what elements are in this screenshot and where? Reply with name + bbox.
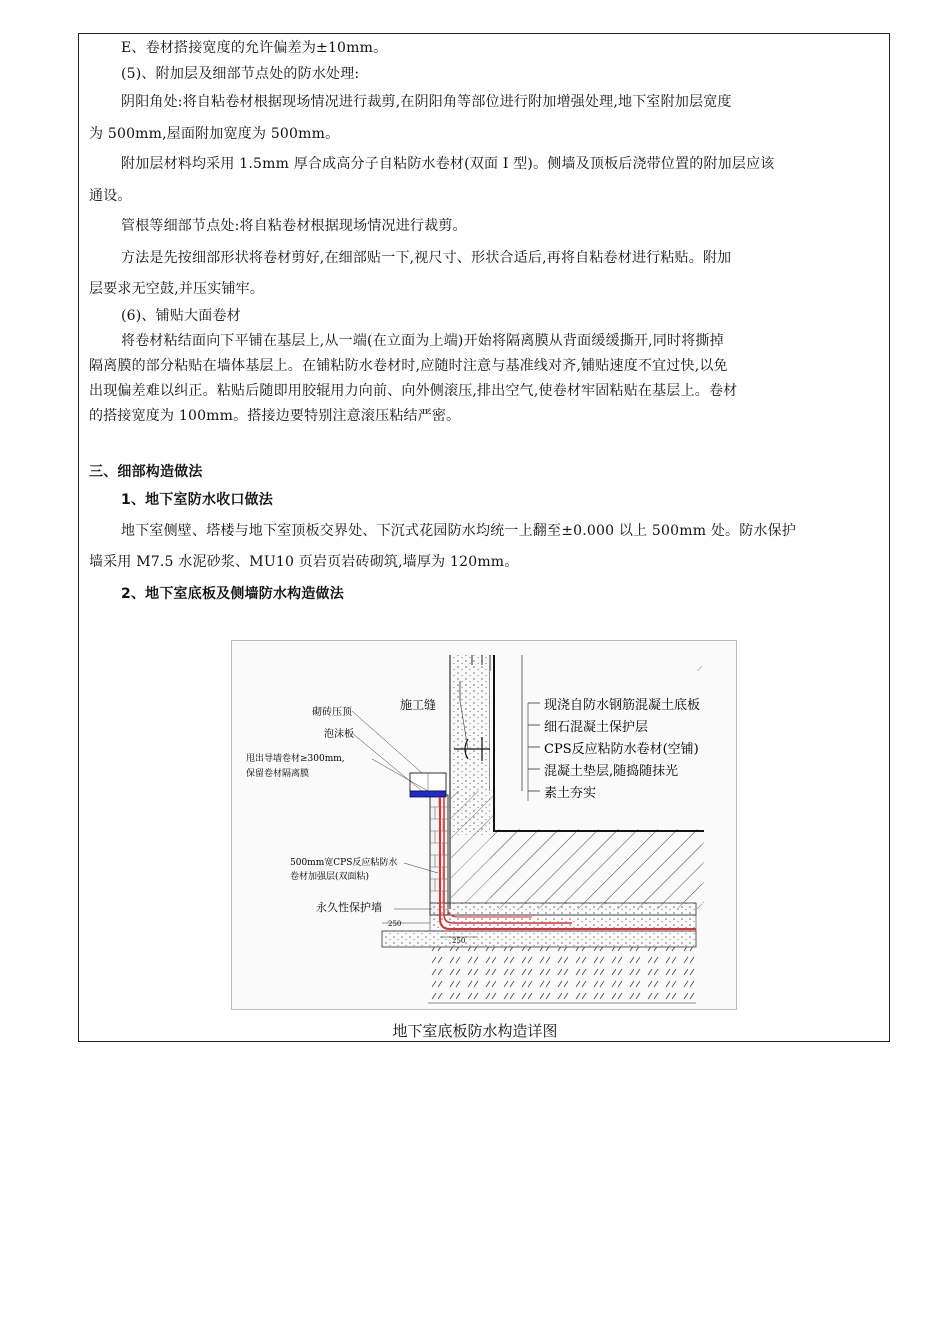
section-heading: 三、细部构造做法 [89,464,203,480]
text-line: 地下室侧壁、塔楼与地下室顶板交界处、下沉式花园防水均统一上翻至±0.000 以上 500mm 处。防水保护 [121,523,797,539]
label-soil: 素土夯实 [544,786,597,801]
label-protection-wall: 永久性保护墙 [316,901,382,914]
text-line: 方法是先按细部形状将卷材剪好,在细部贴一下,视尺寸、形状合适后,再将自粘卷材进行粘贴。附加 [121,250,732,266]
text-line: 阴阳角处:将自粘卷材根据现场情况进行裁剪,在阴阳角等部位进行附加增强处理,地下室附加层宽度 [121,94,732,110]
figure-caption: 地下室底板防水构造详图 [392,1022,558,1040]
text-line: 层要求无空鼓,并压实铺牢。 [89,281,265,297]
text-line: 为 500mm,屋面附加宽度为 500mm。 [89,126,340,142]
subsection-heading: 2、地下室底板及侧墙防水构造做法 [121,586,344,602]
label-membrane-guide: 甩出导墙卷材≥300mm, [246,754,345,764]
text-line: 附加层材料均采用 1.5mm 厚合成高分子自粘防水卷材(双面 I 型)。侧墙及顶板后浇带位置的附加层应该 [121,156,775,172]
dim-label: 250 [388,920,402,928]
text-line: 墙采用 M7.5 水泥砂浆、MU10 页岩页岩砖砌筑,墙厚为 120mm。 [89,554,519,570]
text-line: (6)、铺贴大面卷材 [121,308,241,324]
text-line: E、卷材搭接宽度的允许偏差为±10mm。 [121,40,388,56]
label-cushion: 混凝土垫层,随捣随抹光 [544,764,679,779]
text-line: (5)、附加层及细部节点处的防水处理: [121,66,360,82]
text-line: 的搭接宽度为 100mm。搭接边要特别注意滚压粘结严密。 [89,408,461,424]
text-line: 管根等细部节点处:将自粘卷材根据现场情况进行裁剪。 [121,218,467,234]
label-foam: 泡沫板 [324,729,354,740]
label-release-film: 保留卷材隔离膜 [246,769,310,779]
text-line: 将卷材粘结面向下平铺在基层上,从一端(在立面为上端)开始将隔离膜从背面缓缓撕开,同时将撕掉 [121,333,724,349]
detail-drawing [232,641,736,1009]
text-line: 通设。 [89,188,132,204]
text-line: 隔离膜的部分粘贴在墙体基层上。在铺粘防水卷材时,应随时注意与基准线对齐,铺贴速度不宜过快,以免 [89,358,728,374]
label-slab: 现浇自防水钢筋混凝土底板 [544,698,701,713]
label-construction-joint: 施工缝 [400,698,437,712]
label-reinforcement-2: 卷材加强层(双面粘) [290,872,370,882]
label-cps-membrane: CPS反应粘防水卷材(空铺) [544,742,699,757]
label-fine-concrete: 细石混凝土保护层 [544,720,649,735]
label-brick-top: 砌砖压顶 [312,707,352,718]
dim-label: 250 [452,937,466,945]
text-line: 出现偏差难以纠正。粘贴后随即用胶辊用力向前、向外侧滚压,排出空气,使卷材牢固粘贴在基层上。卷材 [89,383,738,399]
label-reinforcement: 500mm宽CPS反应粘防水 [290,858,398,868]
subsection-heading: 1、地下室防水收口做法 [121,492,273,508]
waterproof-detail-figure [231,640,737,1010]
foam-board [410,791,446,797]
